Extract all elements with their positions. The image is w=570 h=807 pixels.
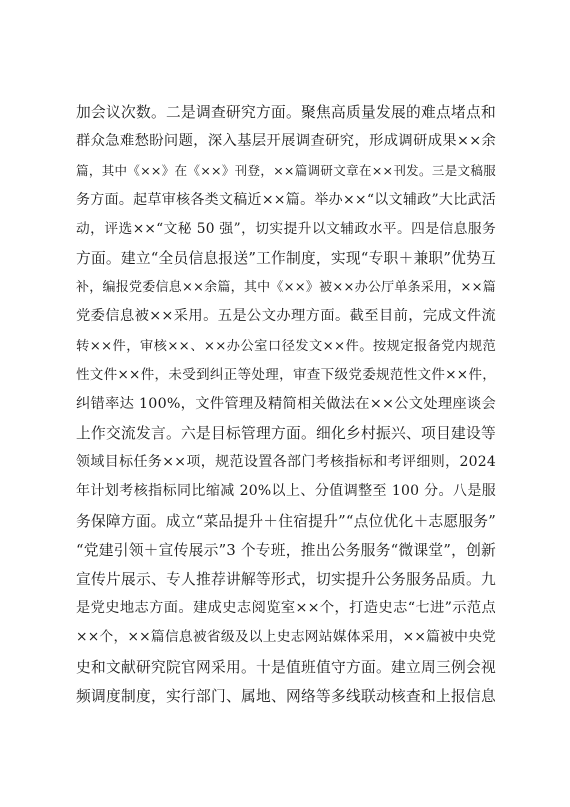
text-line: 转××件，审核××、××办公室口径发文××件。按规定报备党内规范: [76, 338, 496, 354]
text-line: 篇，其中《××》在《××》刊登，××篇调研文章在××刊发。三是文稿服: [76, 163, 496, 179]
text-line: 是党史地志方面。建成史志阅览室××个，打造史志“七进”示范点: [76, 600, 496, 617]
text-line: 务保障方面。成立“菜品提升＋住宿提升”“点位优化＋志愿服务”: [76, 512, 496, 530]
text-line: ××个，××篇信息被省级及以上史志网站媒体采用，××篇被中央党: [76, 629, 496, 646]
text-line: 补，编报党委信息××余篇，其中《××》被××办公厅单条采用，××篇: [76, 280, 496, 296]
text-line: 领域目标任务××项，规范设置各部门考核指标和考评细则，2024: [76, 454, 496, 471]
text-line: 年计划考核指标同比缩减 20%以上、分值调整至 100 分。八是服: [76, 483, 496, 500]
text-line: 务方面。起草审核各类文稿近××篇。举办××“以文辅政”大比武活: [76, 191, 496, 208]
text-line: 宣传片展示、专人推荐讲解等形式，切实提升公务服务品质。九: [76, 571, 496, 588]
text-line: 加会议次数。二是调查研究方面。聚焦高质量发展的难点堵点和: [76, 104, 496, 121]
text-line: 方面。建立“全员信息报送”工作制度，实现“专职＋兼职”优势互: [76, 249, 496, 267]
text-line: 上作交流发言。六是目标管理方面。细化乡村振兴、项目建设等: [76, 425, 496, 443]
body-text: [76, 98, 496, 711]
text-line: 党委信息被××采用。五是公文办理方面。截至目前，完成文件流: [76, 308, 496, 325]
text-line: 史和文献研究院官网采用。十是值班值守方面。建立周三例会视: [76, 658, 496, 676]
text-line: 群众急难愁盼问题，深入基层开展调查研究，形成调研成果××余: [76, 133, 496, 150]
text-line: 动，评选××“文秘 50 强”，切实提升以文辅政水平。四是信息服务: [76, 220, 496, 237]
text-line: “党建引领＋宣传展示”3 个专班，推出公务服务“微课堂”，创新: [76, 541, 496, 559]
text-line: 纠错率达 100%，文件管理及精简相关做法在××公文处理座谈会: [76, 395, 496, 412]
text-line: 性文件××件，未受到纠正等处理，审查下级党委规范性文件××件，: [76, 366, 496, 383]
text-line: 频调度制度，实行部门、属地、网络等多线联动核查和上报信息: [76, 687, 496, 705]
